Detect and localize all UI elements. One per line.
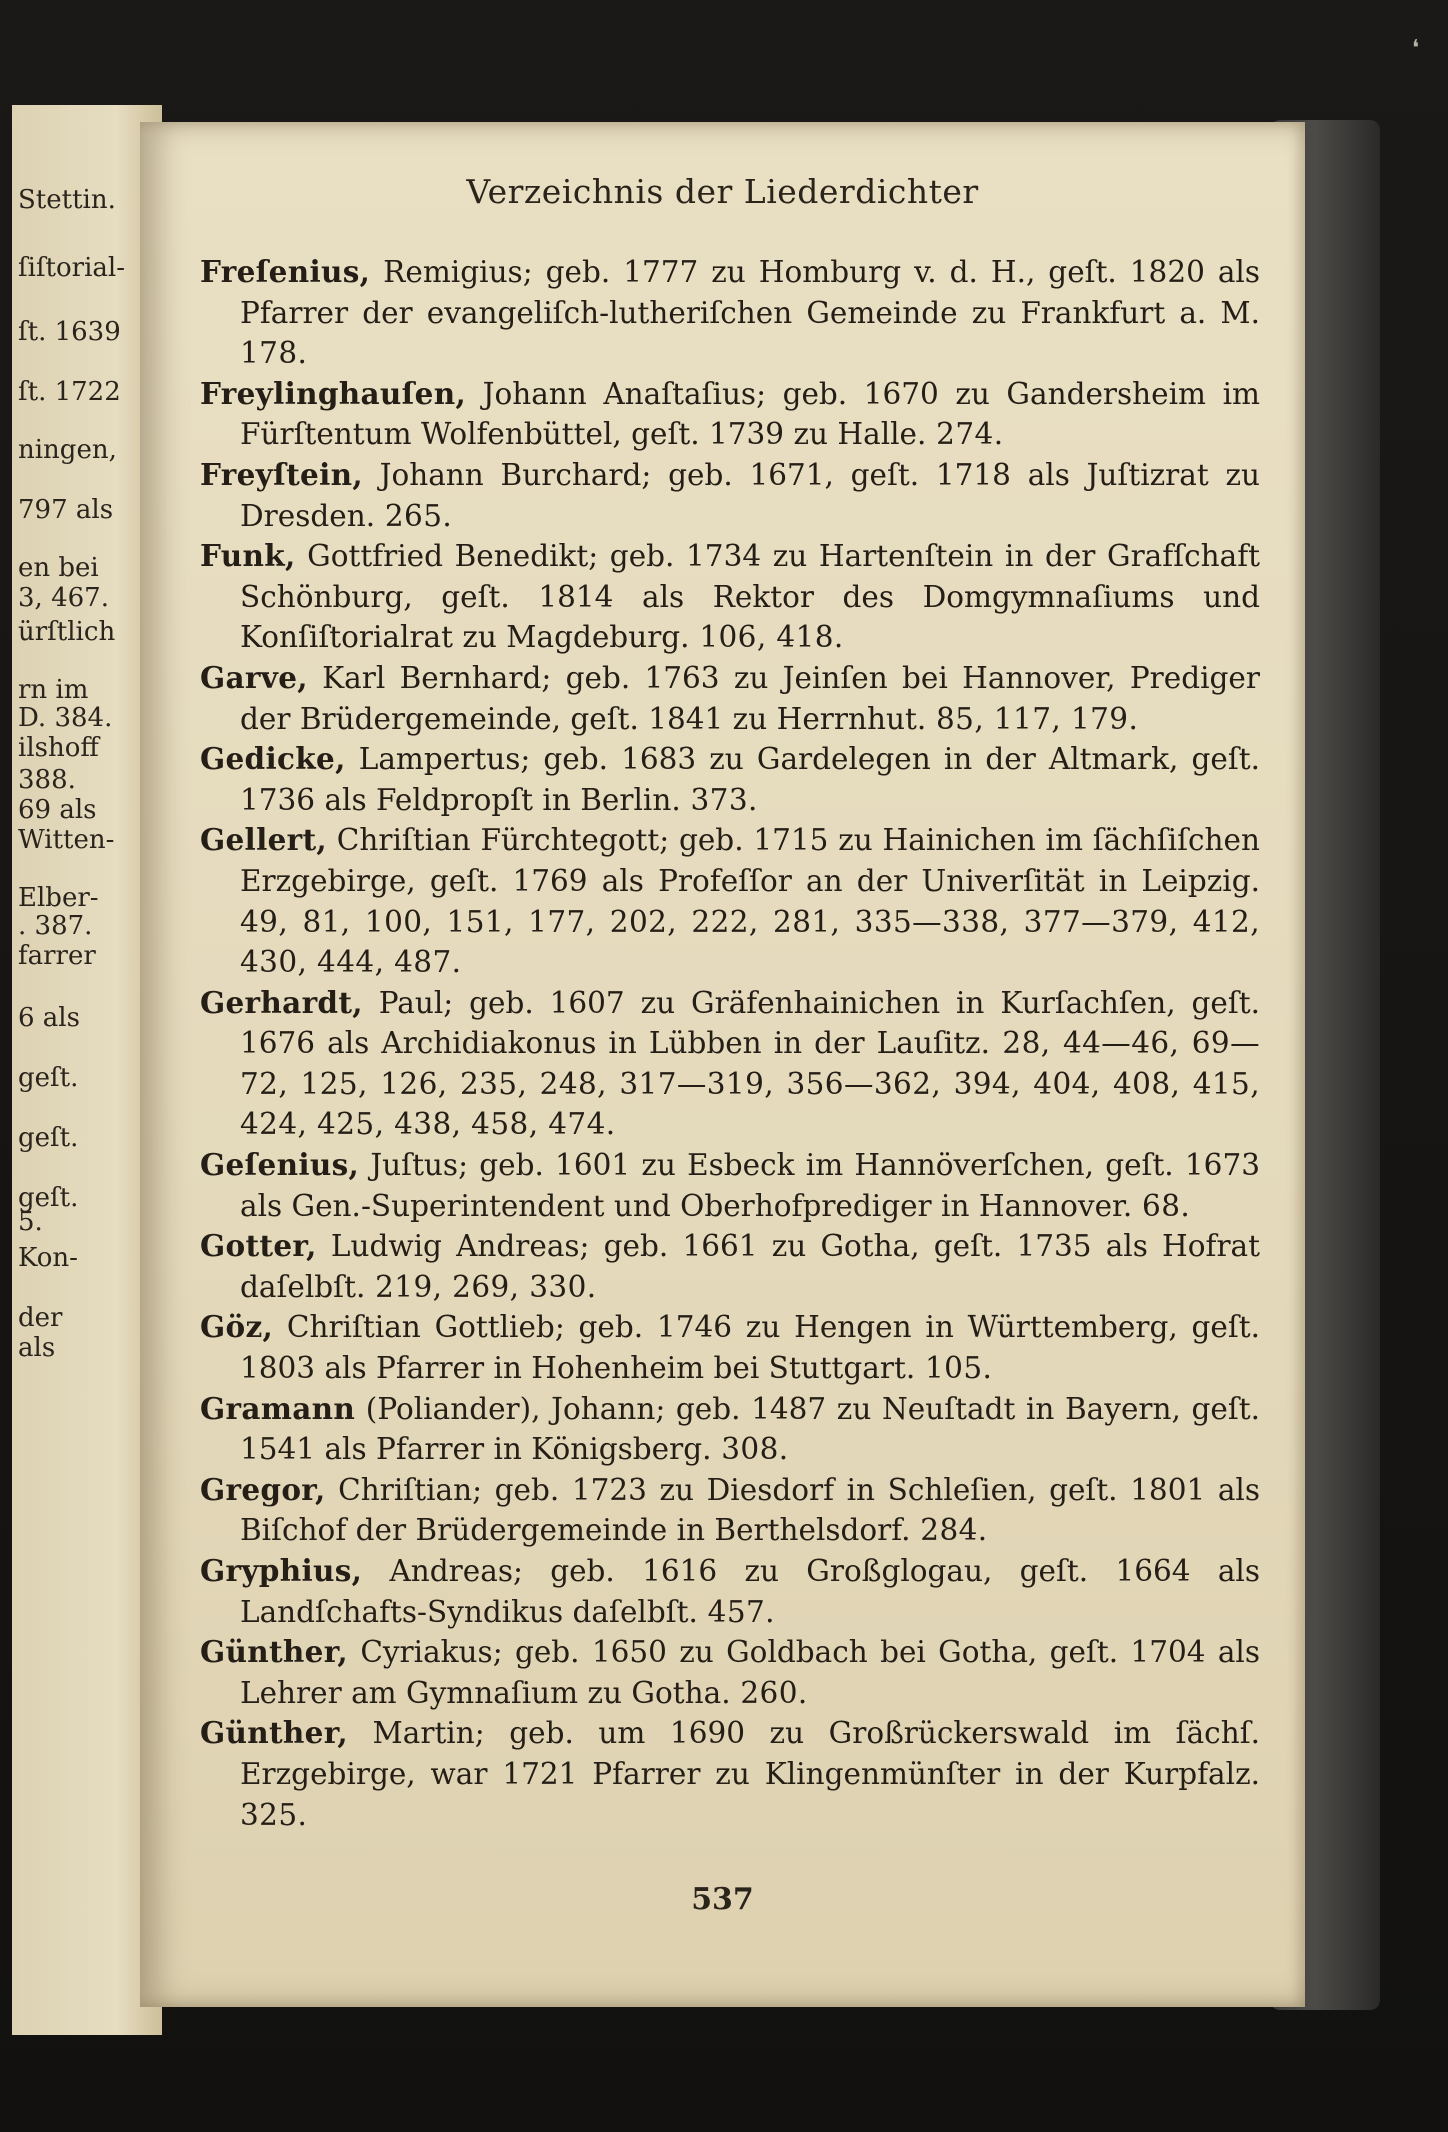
index-entry — [200, 983, 1260, 1145]
biography-text: Remigius; geb. 1777 zu Homburg v. d. H., geſt. 1820 als Pfarrer der evangeliſch-lutheriſchen Gemeinde zu Frankfurt a. M. — [240, 255, 1260, 330]
index-entry — [200, 455, 1260, 536]
poet-name: Gramann — [200, 1390, 356, 1426]
biography-text: Karl Bernhard; geb. 1763 zu Jeinſen bei Hannover, Prediger der Brüdergemeinde, geſt. 1841 zu Herrnhut. — [240, 660, 1260, 736]
left-page-text: 5. — [18, 1207, 43, 1237]
poet-name: Funk, — [200, 538, 296, 574]
left-page-text: als — [18, 1333, 56, 1363]
page-number: 537 — [691, 1882, 754, 1917]
left-page-text: . 387. — [18, 911, 93, 941]
left-page-text: Stettin. — [18, 185, 116, 215]
index-entry — [200, 658, 1260, 739]
index-entry — [200, 1632, 1260, 1713]
left-page-text: 69 als — [18, 795, 97, 825]
biography-text: Cyriakus; geb. 1650 zu Goldbach bei Gotha, geſt. 1704 als Lehrer am Gymnaſium zu Gotha. — [240, 1635, 1260, 1710]
index-entry — [200, 1470, 1260, 1551]
index-entry — [200, 374, 1260, 455]
left-page-text: ſiſtorial- — [18, 253, 126, 283]
poet-name: Gregor, — [200, 1471, 326, 1507]
hymn-references: 457. — [697, 1594, 775, 1629]
left-page-text: rn im — [18, 675, 89, 705]
left-page-text: ningen, — [18, 435, 117, 465]
biography-text: Juſtus; geb. 1601 zu Esbeck im Hannöverſchen, geſt. 1673 als Gen.-Superintendent und Oberhofprediger in Hannover. — [240, 1148, 1260, 1223]
biography-text: Gottfried Benedikt; geb. 1734 zu Hartenſtein in der Grafſchaft Schönburg, geſt. 1814 als Rektor des Domgymnaſiums und Konſiſtorialrat zu Magdeburg. — [240, 539, 1260, 655]
index-entry — [200, 1307, 1260, 1388]
poet-name: Garve, — [200, 659, 308, 695]
left-page-text: Kon- — [18, 1243, 78, 1273]
hymn-references: 85, 117, 179. — [926, 701, 1139, 736]
biography-text: Johann Burchard; geb. 1671, geſt. 1718 als Juſtizrat zu Dresden. — [240, 457, 1260, 533]
running-head: Verzeichnis der Liederdichter — [466, 172, 979, 211]
poet-name: Gerhardt, — [200, 984, 363, 1020]
poet-name: Geſenius, — [200, 1147, 360, 1183]
left-page-text: geſt. — [18, 1123, 79, 1153]
hymn-references: 219, 269, 330. — [365, 1269, 597, 1304]
poet-name: Gedicke, — [200, 741, 346, 777]
poet-name: Gotter, — [200, 1228, 317, 1264]
index-entry — [200, 1551, 1260, 1632]
left-page-text: ſt. 1639 — [18, 317, 121, 347]
left-page-text: Witten- — [18, 825, 115, 855]
index-entry — [200, 820, 1260, 982]
poet-name: Gellert, — [200, 822, 327, 858]
left-page-text: ilshoff — [18, 733, 99, 763]
biography-text: Chriſtian Fürchtegott; geb. 1715 zu Hainichen im ſächſiſchen Erzgebirge, geſt. 1769 als Profeſſor an der Univerſität in Leipzig. — [240, 823, 1260, 898]
left-page-text: farrer — [18, 941, 96, 971]
index-entries — [200, 252, 1260, 1835]
poet-name: Gryphius, — [200, 1553, 363, 1588]
index-entry — [200, 536, 1260, 658]
biography-text: Paul; geb. 1607 zu Gräfenhainichen in Kurſachſen, geſt. 1676 als Archidiakonus in Lübben in der Lauſitz. — [240, 985, 1260, 1061]
biography-text: Martin; geb. um 1690 zu Großrückerswald im ſächſ. Erzgebirge, war 1721 Pfarrer zu Klingenmünſter in der Kurpfalz. — [240, 1716, 1260, 1791]
left-page-text: ſt. 1722 — [18, 377, 121, 407]
hymn-references: 178. — [240, 336, 308, 371]
hymn-references: 274. — [926, 417, 1004, 452]
left-page-text: en bei — [18, 553, 99, 583]
poet-name: Günther, — [200, 1715, 348, 1751]
poet-name: Freyſtein, — [200, 456, 363, 492]
biography-text: Johann Anaſtaſius; geb. 1670 zu Gandersheim im Fürſtentum Wolfenbüttel, geſt. 1739 zu Halle. — [240, 376, 1260, 452]
book-page — [140, 122, 1305, 2007]
biography-text: Chriſtian Gottlieb; geb. 1746 zu Hengen in Württemberg, geſt. 1803 als Pfarrer in Hohenheim bei Stuttgart. — [240, 1310, 1260, 1386]
index-entry — [200, 1226, 1260, 1307]
left-page-text: 6 als — [18, 1003, 80, 1033]
left-page-text: geſt. — [18, 1183, 79, 1213]
index-entry — [200, 1713, 1260, 1835]
hymn-references: 106, 418. — [689, 620, 844, 655]
scan-mark: ❛ — [1412, 36, 1420, 61]
left-page-text: der — [18, 1303, 63, 1333]
poet-name: Freylinghauſen, — [200, 375, 467, 411]
left-page-text: D. 384. — [18, 703, 113, 733]
poet-name: Freſenius, — [200, 254, 371, 289]
left-page-text: 388. — [18, 765, 76, 795]
index-entry — [200, 739, 1260, 820]
poet-name: Günther, — [200, 1634, 348, 1670]
hymn-references: 265. — [375, 498, 453, 533]
hymn-references: 68. — [1132, 1188, 1191, 1223]
index-entry — [200, 1389, 1260, 1470]
biography-text: Lampertus; geb. 1683 zu Gardelegen in der Altmark, geſt. 1736 als Feldpropſt in Berlin. — [240, 742, 1260, 817]
hymn-references: 284. — [910, 1513, 988, 1548]
hymn-references: 105. — [915, 1351, 993, 1386]
left-page-text: 3, 467. — [18, 583, 109, 613]
hymn-references: 28, 44—46, 69—72, 125, 126, 235, 248, 317—319, 356—362, 394, 404, 408, 415, 424, 425, 438, 458, 474. — [240, 1026, 1260, 1142]
biography-text: Chriſtian; geb. 1723 zu Diesdorf in Schleſien, geſt. 1801 als Biſchof der Brüdergemeinde in Berthelsdorf. — [240, 1472, 1260, 1548]
left-page-text: Elber- — [18, 883, 99, 913]
left-page-text: geſt. — [18, 1063, 79, 1093]
hymn-references: 308. — [711, 1432, 789, 1467]
hymn-references: 260. — [730, 1675, 808, 1710]
left-page-text: ürſtlich — [18, 617, 116, 647]
hymn-references: 49, 81, 100, 151, 177, 202, 222, 281, 335—338, 377—379, 412, 430, 444, 487. — [240, 904, 1260, 980]
index-entry — [200, 252, 1260, 374]
poet-name: Göz, — [200, 1309, 274, 1345]
hymn-references: 373. — [680, 782, 758, 817]
biography-text: Andreas; geb. 1616 zu Großglogau, geſt. 1664 als Landſchafts-Syndikus daſelbſt. — [240, 1554, 1260, 1629]
index-entry — [200, 1145, 1260, 1226]
biography-text: (Poliander), Johann; geb. 1487 zu Neuſtadt in Bayern, geſt. 1541 als Pfarrer in Königsberg. — [240, 1391, 1260, 1467]
hymn-references: 325. — [240, 1797, 308, 1832]
left-page-text: 797 als — [18, 495, 114, 525]
biography-text: Ludwig Andreas; geb. 1661 zu Gotha, geſt. 1735 als Hofrat daſelbſt. — [240, 1229, 1260, 1304]
